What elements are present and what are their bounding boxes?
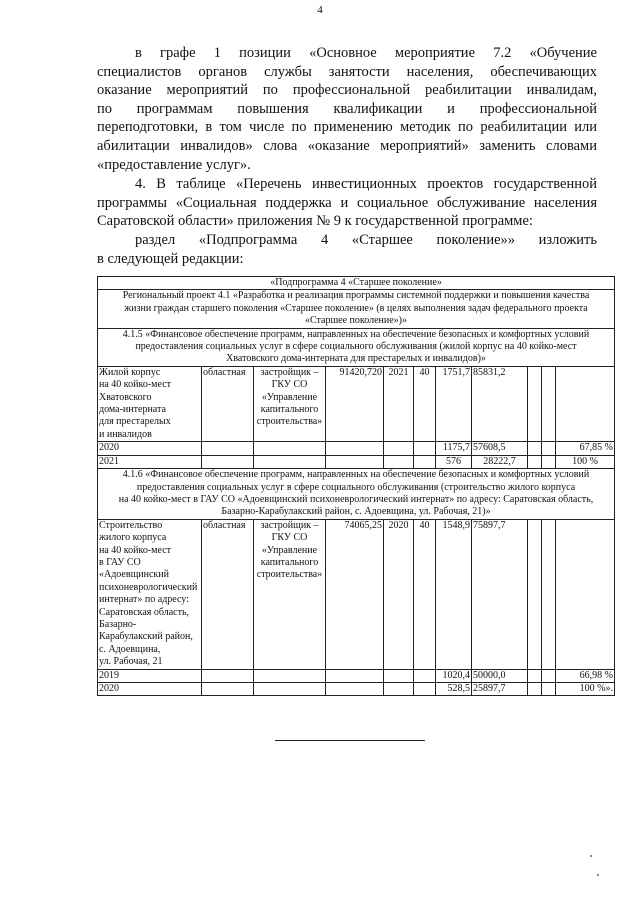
row-total: 28222,7: [472, 455, 528, 468]
text-line: Саратовской области» приложения № 9 к государственной программе:: [97, 213, 533, 230]
table-row: [98, 328, 615, 366]
row-year: 2021: [98, 455, 202, 468]
estimate-cost: 74065,25: [326, 519, 384, 669]
text-line: 4. В таблице «Перечень инвестиционных проектов государственной: [135, 176, 597, 192]
customer: застройщик – ГКУ СО «Управление капитального строительства»: [254, 366, 326, 441]
text-line: «предоставление услуг».: [97, 156, 251, 173]
completion-year: 2020: [384, 519, 414, 669]
estimate-cost: 91420,720: [326, 366, 384, 441]
empty-cell: [556, 519, 615, 669]
scan-speck: [590, 855, 592, 857]
total: 85831,2: [472, 366, 528, 441]
investment-projects-table: [97, 276, 615, 696]
item-4-1-5-title: 4.1.5 «Финансовое обеспечение программ, направленных на обеспечение безопасных и комфортных условий предоставления социальных услуг в сфере социального обслуживания (жилой корпус на 40 койко-мест Хватовского дома-интерната для престарелых и инвалидов)»: [98, 328, 615, 366]
row-year: 2020: [98, 442, 202, 455]
separator-line: [275, 740, 425, 741]
text-line: в следующей редакции:: [97, 250, 244, 267]
item-4-1-6-title: 4.1.6 «Финансовое обеспечение программ, направленных на обеспечение безопасных и комфортных условий предоставления социальных услуг в сфере социального обслуживания (строительство жилого корпуса на 40 койко-мест в ГАУ СО «Адоевщинский психоневрологический интернат» по адресу: Саратовская область, Базарно-Карабулакский район, с. Адоевщина, ул. Рабочая, 21)»: [98, 469, 615, 520]
subprogram-title: «Подпрограмма 4 «Старшее поколение»: [98, 277, 615, 290]
text-line: оказание мероприятий по профессиональной реабилитации инвалидам,: [97, 82, 597, 99]
text-line: переподготовки, в том числе по применению методик по реабилитации или: [97, 119, 597, 136]
row-total: 50000,0: [472, 669, 528, 682]
row-amount: 528,5: [436, 683, 472, 696]
text-line: по программам повышения квалификации и профессиональной: [97, 100, 597, 117]
row-percent: 66,98 %: [556, 669, 615, 682]
object-name: Жилой корпус на 40 койко-мест Хватовского дома-интерната для престарелых и инвалидов: [98, 366, 202, 441]
total: 75897,7: [472, 519, 528, 669]
text-line: специалистов органов службы занятости населения, обеспечивающих: [97, 63, 597, 80]
text-line: программы «Социальная поддержка и социальное обслуживание населения: [97, 194, 597, 211]
scan-speck: [597, 874, 599, 876]
paragraph-graph-change: [97, 44, 597, 174]
table-row: [98, 442, 615, 455]
row-percent: 100 %: [556, 455, 615, 468]
table-row: [98, 683, 615, 696]
empty-cell: [528, 519, 542, 669]
object-name: Строительство жилого корпуса на 40 койко-мест в ГАУ СО «Адоевщинский психоневрологический интернат» по адресу: Саратовская область, Базарно- Карабулакский район, с. Адоевщина, ул. Рабочая, 21: [98, 519, 202, 669]
text-line: абилитации инвалидов» слова «оказание мероприятий» заменить словами: [97, 137, 597, 154]
row-total: 57608,5: [472, 442, 528, 455]
completion-year: 2021: [384, 366, 414, 441]
budget-type: областная: [202, 366, 254, 441]
table-row: [98, 519, 615, 669]
capacity: 40: [414, 519, 436, 669]
row-amount: 576: [436, 455, 472, 468]
table-row: [98, 469, 615, 520]
regional-project-title: Региональный проект 4.1 «Разработка и реализация программы системной поддержки и повышения качества жизни граждан старшего поколения «Старшее поколение» (в целях выполнения задач федерального проекта «Старшее поколение»)»: [98, 290, 615, 328]
customer: застройщик – ГКУ СО «Управление капитального строительства»: [254, 519, 326, 669]
table-row: [98, 455, 615, 468]
empty-cell: [542, 366, 556, 441]
amount: 1548,9: [436, 519, 472, 669]
budget-type: областная: [202, 519, 254, 669]
table-row: [98, 669, 615, 682]
row-year: 2020: [98, 683, 202, 696]
text-line: раздел «Подпрограмма 4 «Старшее поколение»» изложить: [135, 232, 597, 248]
amount: 1751,7: [436, 366, 472, 441]
table-row: [98, 366, 615, 441]
table-row: [98, 277, 615, 290]
row-amount: 1175,7: [436, 442, 472, 455]
table-row: [98, 290, 615, 328]
row-percent: 100 %».: [556, 683, 615, 696]
capacity: 40: [414, 366, 436, 441]
empty-cell: [556, 366, 615, 441]
text-line: в графе 1 позиции «Основное мероприятие 7.2 «Обучение: [135, 45, 597, 61]
page-number: 4: [317, 4, 323, 16]
row-amount: 1020,4: [436, 669, 472, 682]
paragraph-section: [97, 231, 597, 268]
empty-cell: [528, 366, 542, 441]
row-year: 2019: [98, 669, 202, 682]
empty-cell: [542, 519, 556, 669]
paragraph-item-4: [97, 175, 597, 231]
row-total: 25897,7: [472, 683, 528, 696]
row-percent: 67,85 %: [556, 442, 615, 455]
